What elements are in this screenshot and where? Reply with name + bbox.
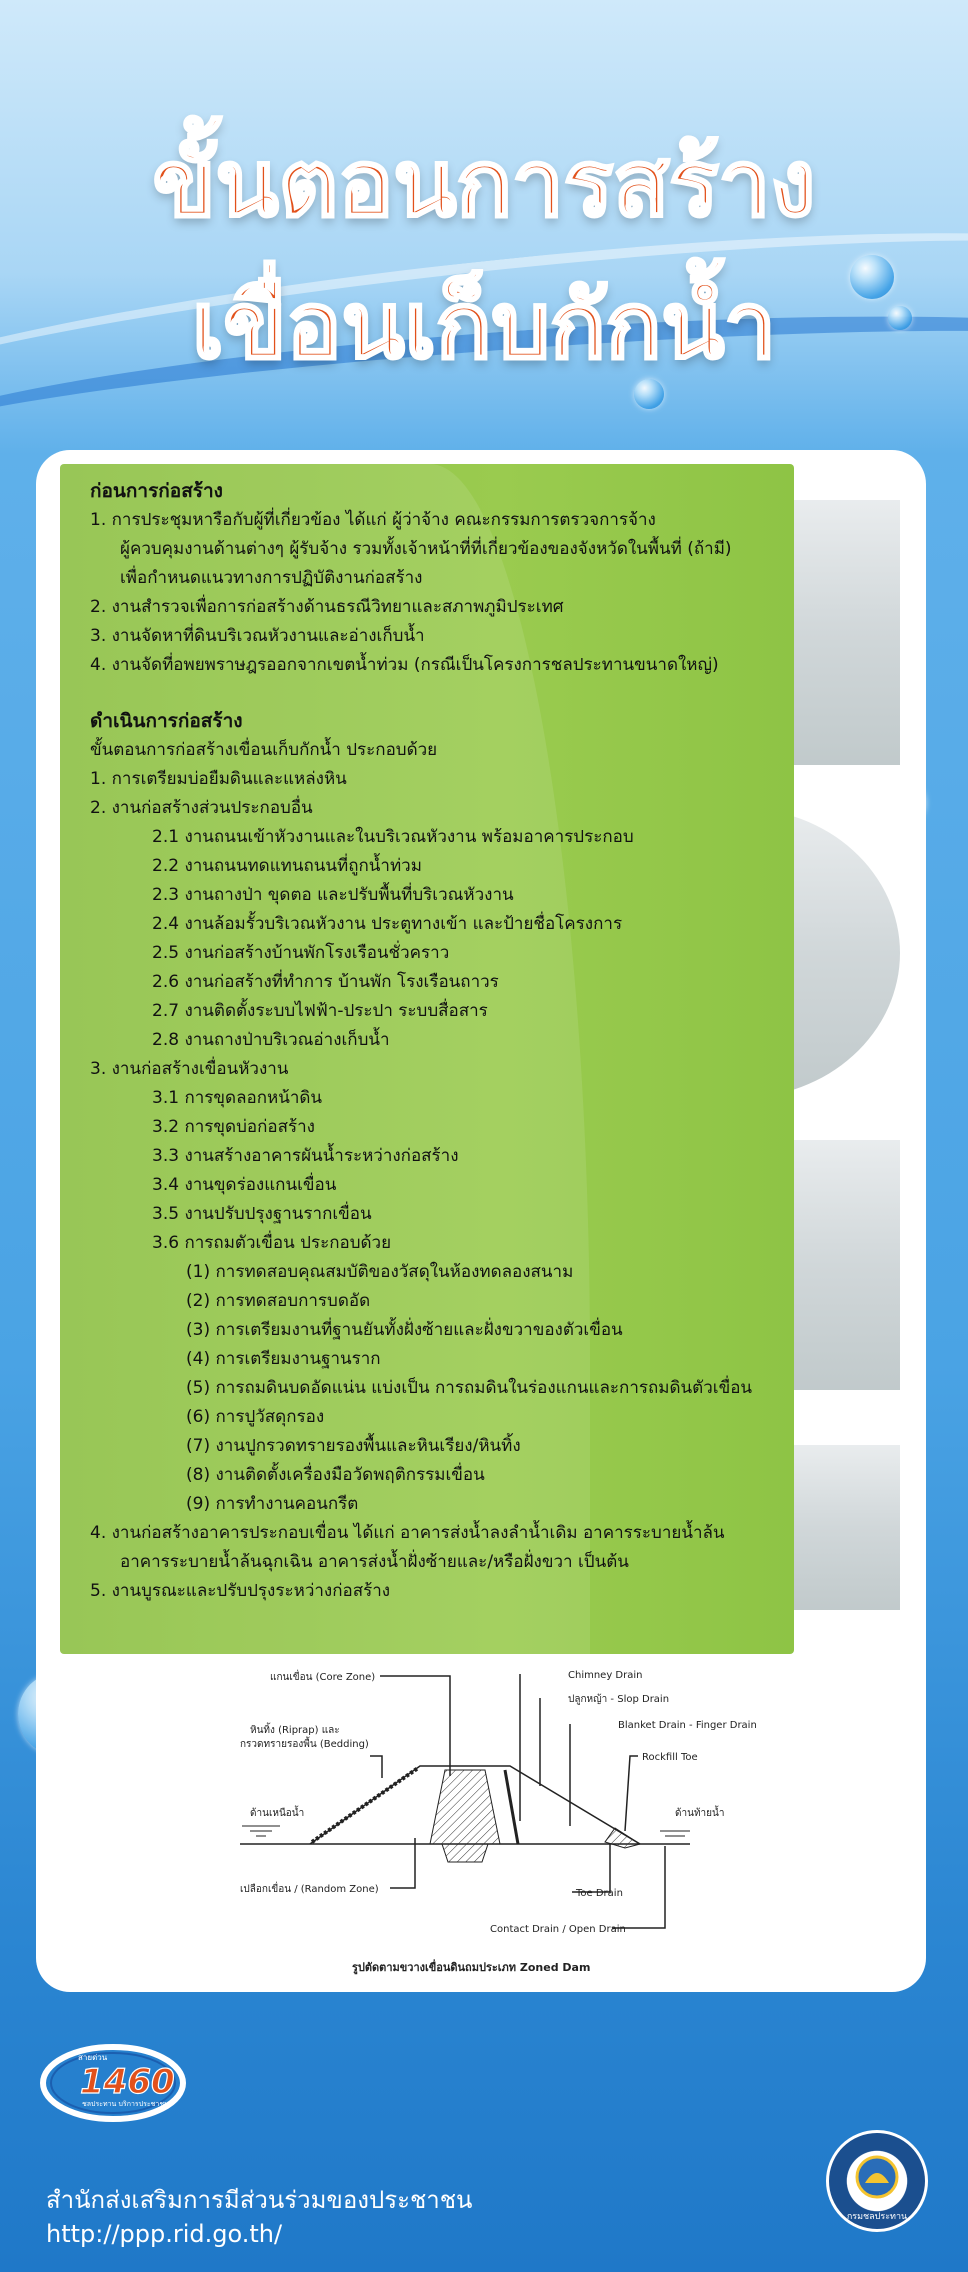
sub-step-item: 2.2 งานถนนทดแทนถนนที่ถูกน้ำท่วม [152,856,422,876]
step-item: 3. งานจัดหาที่ดินบริเวณหัวงานและอ่างเก็บน้ำ [90,626,425,646]
sub-sub-step-item: (7) งานปูกรวดทรายรองพื้นและหินเรียง/หินทิ้ง [186,1436,521,1456]
step-item: อาคารระบายน้ำล้นฉุกเฉิน อาคารส่งน้ำฝั่งซ้ายและ/หรือฝั่งขวา เป็นต้น [120,1552,629,1572]
seal-icon [829,2133,925,2229]
sub-step-item: 2.8 งานถางป่าบริเวณอ่างเก็บน้ำ [152,1030,390,1050]
section-heading-during: ดำเนินการก่อสร้าง [90,710,243,732]
sub-sub-step-item: (2) การทดสอบการบดอัด [186,1291,371,1311]
label-core-zone: แกนเขื่อน (Core Zone) [270,1672,376,1683]
seal-text: กรมชลประทาน [846,2212,908,2222]
hotline-small-label: สายด่วน [78,2053,108,2062]
step-item: 4. งานจัดที่อพยพราษฎรออกจากเขตน้ำท่วม (กรณีเป็นโครงการชลประทานขนาดใหญ่) [90,655,719,675]
label-toe-drain: Toe Drain [576,1888,623,1899]
sub-step-item: 3.5 งานปรับปรุงฐานรากเขื่อน [152,1204,372,1224]
step-item: 2. งานก่อสร้างส่วนประกอบอื่น [90,798,313,818]
sub-step-item: 2.5 งานก่อสร้างบ้านพักโรงเรือนชั่วคราว [152,943,450,963]
footer-url-link[interactable]: http://ppp.rid.go.th/ [46,2220,283,2248]
label-rockfill-toe: Rockfill Toe [642,1752,698,1763]
sub-step-item: 3.1 การขุดลอกหน้าดิน [152,1088,323,1108]
label-contact-drain: Contact Drain / Open Drain [490,1924,626,1935]
step-item: 1. การประชุมหารือกับผู้ที่เกี่ยวข้อง ได้แก่ ผู้ว่าจ้าง คณะกรรมการตรวจการจ้าง [90,510,656,530]
step-item: 2. งานสำรวจเพื่อการก่อสร้างด้านธรณีวิทยาและสภาพภูมิประเทศ [90,597,564,617]
step-item: 4. งานก่อสร้างอาคารประกอบเขื่อน ได้แก่ อาคารส่งน้ำลงลำน้ำเดิม อาคารระบายน้ำล้น [90,1523,725,1543]
hotline-number: 1460 [80,2062,175,2102]
label-downstream: ด้านท้ายน้ำ [675,1808,725,1819]
page-title-line2: เขื่อนเก็บกักน้ำ [192,272,776,379]
label-riprap-2: กรวดทรายรองพื้น (Bedding) [240,1739,369,1750]
core-zone [430,1770,500,1844]
chimney-drain [505,1770,518,1844]
footer-organization: สำนักส่งเสริมการมีส่วนร่วมของประชาชน [46,2186,473,2214]
step-item: 3. งานก่อสร้างเขื่อนหัวงาน [90,1059,289,1079]
sub-step-item: 3.3 งานสร้างอาคารผันน้ำระหว่างก่อสร้าง [152,1146,459,1166]
label-slope-drain: ปลูกหญ้า - Slop Drain [568,1694,670,1705]
sub-sub-step-item: (4) การเตรียมงานฐานราก [186,1349,381,1369]
sub-step-item: 3.2 การขุดบ่อก่อสร้าง [152,1117,315,1137]
label-chimney-drain: Chimney Drain [568,1670,643,1681]
sub-step-item: 3.6 การถมตัวเขื่อน ประกอบด้วย [152,1233,392,1253]
sub-sub-step-item: (1) การทดสอบคุณสมบัติของวัสดุในห้องทดลองสนาม [186,1262,574,1282]
step-item: 5. งานบูรณะและปรับปรุงระหว่างก่อสร้าง [90,1581,391,1601]
step-item: เพื่อกำหนดแนวทางการปฏิบัติงานก่อสร้าง [120,568,423,588]
bubble-decoration [634,379,664,409]
diagram-caption: รูปตัดตามขวางเขื่อนดินถมประเภท Zoned Dam [352,1961,591,1974]
sub-sub-step-item: (6) การปูวัสดุกรอง [186,1407,325,1427]
core-trench [442,1844,488,1862]
page-title-line1: ขั้นตอนการสร้าง [152,130,816,237]
section-heading-before: ก่อนการก่อสร้าง [90,480,223,502]
sub-step-item: 2.6 งานก่อสร้างที่ทำการ บ้านพัก โรงเรือนถาวร [152,972,499,992]
label-riprap-1: หินทิ้ง (Riprap) และ [250,1725,340,1736]
sub-step-item: 2.4 งานล้อมรั้วบริเวณหัวงาน ประตูทางเข้า และป้ายชื่อโครงการ [152,914,623,934]
label-random-zone: เปลือกเขื่อน / (Random Zone) [240,1884,379,1895]
sub-sub-step-item: (8) งานติดตั้งเครื่องมือวัดพฤติกรรมเขื่อน [186,1465,485,1485]
section-intro: ขั้นตอนการก่อสร้างเขื่อนเก็บกักน้ำ ประกอบด้วย [90,740,438,760]
sub-sub-step-item: (9) การทำงานคอนกรีต [186,1494,359,1514]
label-blanket-drain: Blanket Drain - Finger Drain [618,1720,757,1731]
hotline-1460-logo[interactable] [38,2038,188,2128]
sub-sub-step-item: (3) การเตรียมงานที่ฐานยันทั้งฝั่งซ้ายและฝั่งขวาของตัวเขื่อน [186,1320,623,1340]
step-item: 1. การเตรียมบ่อยืมดินและแหล่งหิน [90,769,347,789]
hotline-sub-label: ชลประทาน บริการประชาชน [82,2100,169,2108]
step-item: ผู้ควบคุมงานด้านต่างๆ ผู้รับจ้าง รวมทั้งเจ้าหน้าที่ที่เกี่ยวข้องของจังหวัดในพื้นที่ (ถ้ามี) [120,539,732,559]
sub-step-item: 2.1 งานถนนเข้าหัวงานและในบริเวณหัวงาน พร้อมอาคารประกอบ [152,827,634,847]
dam-cross-section-diagram [220,1666,780,1986]
label-upstream: ด้านเหนือน้ำ [250,1808,305,1819]
sub-sub-step-item: (5) การถมดินบดอัดแน่น แบ่งเป็น การถมดินในร่องแกนและการถมดินตัวเขื่อน [186,1378,753,1398]
sub-step-item: 2.3 งานถางป่า ขุดตอ และปรับพื้นที่บริเวณหัวงาน [152,885,514,905]
sub-step-item: 3.4 งานขุดร่องแกนเขื่อน [152,1175,337,1195]
sub-step-item: 2.7 งานติดตั้งระบบไฟฟ้า-ประปา ระบบสื่อสาร [152,1001,488,1021]
rid-seal-logo [826,2130,928,2232]
steps-content [90,477,790,1606]
